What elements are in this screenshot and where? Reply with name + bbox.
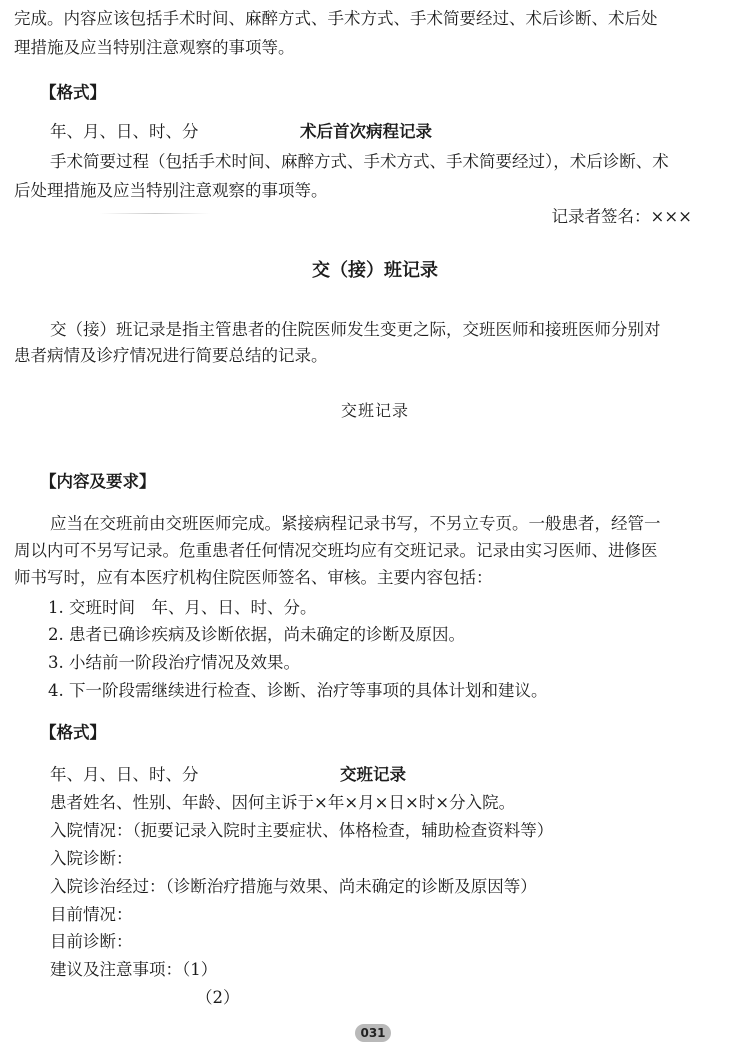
- paragraph-line: 周以内可不另写记录。危重患者任何情况交班均应有交班记录。记录由实习医师、进修医: [14, 541, 658, 560]
- paragraph-line: 师书写时，应有本医疗机构住院医师签名、审核。主要内容包括：: [14, 568, 493, 587]
- list-item: 4. 下一阶段需继续进行检查、诊断、治疗等事项的具体计划和建议。: [48, 681, 548, 700]
- requirements-heading: 【内容及要求】: [40, 472, 156, 491]
- record-title: 术后首次病程记录: [300, 122, 432, 141]
- format-heading: 【格式】: [40, 83, 106, 102]
- page-number-badge: 031: [355, 1024, 391, 1042]
- paragraph-line: 手术简要过程（包括手术时间、麻醉方式、手术方式、手术简要经过），术后诊断、术: [50, 152, 669, 171]
- form-field: 入院诊断：: [50, 849, 133, 868]
- paragraph-line: 理措施及应当特别注意观察的事项等。: [14, 38, 295, 57]
- form-field: 入院情况：（扼要记录入院时主要症状、体格检查，辅助检查资料等）: [50, 821, 554, 840]
- list-item: 3. 小结前一阶段治疗情况及效果。: [48, 653, 300, 672]
- form-field: （2）: [196, 988, 240, 1007]
- paragraph-line: 应当在交班前由交班医师完成。紧接病程记录书写，不另立专页。一般患者，经管一: [50, 514, 661, 533]
- form-field: 建议及注意事项：（1）: [50, 960, 218, 979]
- paragraph-line: 完成。内容应该包括手术时间、麻醉方式、手术方式、手术简要经过、术后诊断、术后处: [14, 9, 658, 28]
- signature-line: 记录者签名：×××: [551, 207, 692, 226]
- form-field: 目前诊断：: [50, 932, 133, 951]
- form-field: 患者姓名、性别、年龄、因何主诉于×年×月×日×时×分入院。: [50, 793, 516, 812]
- form-field: 入院诊治经过：（诊断治疗措施与效果、尚未确定的诊断及原因等）: [50, 877, 537, 896]
- paragraph-line: 后处理措施及应当特别注意观察的事项等。: [14, 181, 328, 200]
- date-prefix: 年、月、日、时、分: [50, 765, 199, 784]
- section-title: 交（接）班记录: [312, 260, 438, 281]
- record-title: 交班记录: [340, 765, 406, 784]
- list-item: 1. 交班时间 年、月、日、时、分。: [48, 598, 317, 617]
- paragraph-line: 交（接）班记录是指主管患者的住院医师发生变更之际，交班医师和接班医师分别对: [50, 320, 661, 339]
- format-heading: 【格式】: [40, 723, 106, 742]
- paragraph-line: 患者病情及诊疗情况进行简要总结的记录。: [14, 346, 328, 365]
- subsection-title: 交班记录: [340, 401, 409, 420]
- list-item: 2. 患者已确诊疾病及诊断依据，尚未确定的诊断及原因。: [48, 625, 465, 644]
- date-prefix: 年、月、日、时、分: [50, 122, 199, 141]
- form-field: 目前情况：: [50, 905, 133, 924]
